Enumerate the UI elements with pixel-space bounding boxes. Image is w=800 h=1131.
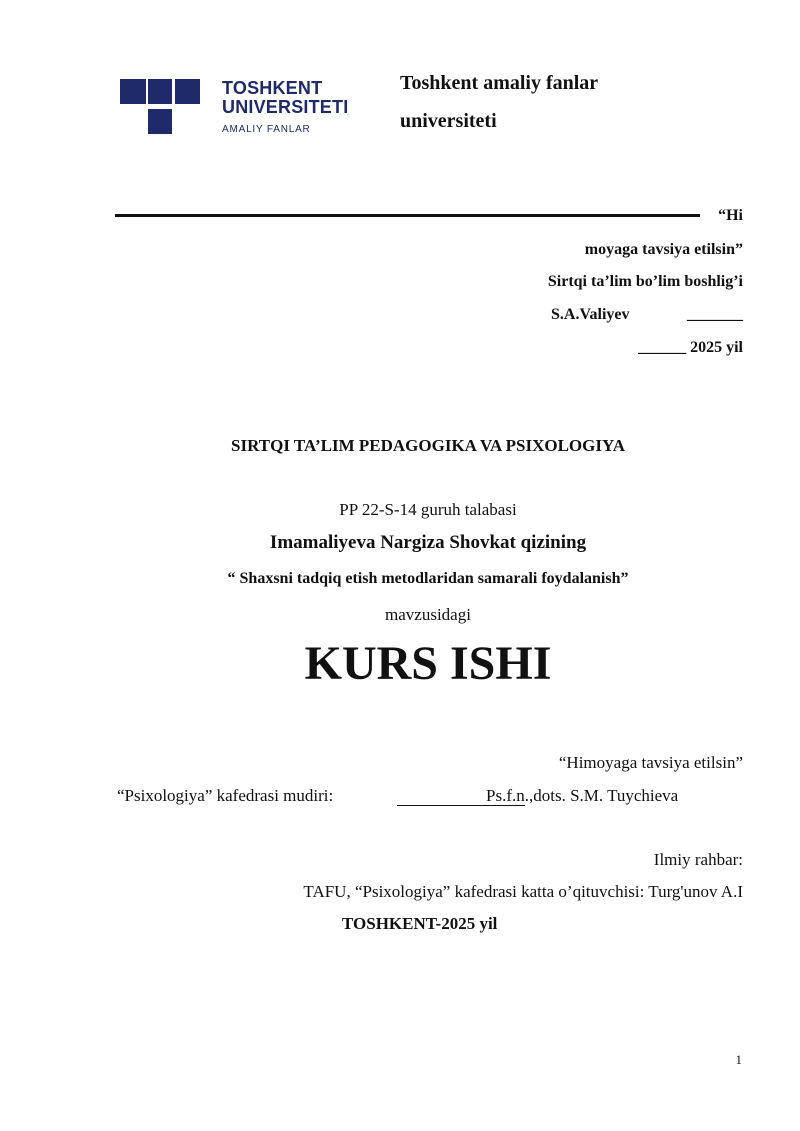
logo-subtitle: AMALIY FANLAR	[222, 124, 311, 135]
supervisor-name: TAFU, “Psixologiya” kafedrasi katta o’qituvchisi: Turg'unov A.I	[303, 882, 743, 901]
university-name-line-1: Toshkent amaliy fanlar	[400, 72, 599, 94]
topic-suffix: mavzusidagi	[385, 605, 471, 624]
defense-recommendation: “Himoyaga tavsiya etilsin”	[558, 753, 743, 772]
approver-name: S.A.Valiyev	[551, 306, 630, 323]
approval-date: ______ 2025 yil	[638, 339, 743, 356]
logo-square	[148, 79, 172, 104]
document-title: KURS ISHI	[304, 637, 552, 690]
city-year: TOSHKENT-2025 yil	[342, 914, 498, 933]
logo-wordmark	[222, 79, 348, 117]
university-logo-mark	[120, 79, 200, 135]
approval-line-1: “Hi	[718, 207, 743, 224]
student-name: Imamaliyeva Nargiza Shovkat qizining	[269, 532, 587, 553]
header-divider	[115, 214, 700, 217]
department-head-label: “Psixologiya” kafedrasi mudiri:	[117, 786, 334, 805]
logo-square	[120, 79, 146, 104]
supervisor-label: Ilmiy rahbar:	[653, 850, 743, 869]
approval-line-3: Sirtqi ta’lim bo’lim boshlig’i	[547, 273, 743, 290]
logo-line-2: UNIVERSITETI	[222, 97, 349, 117]
department-title: SIRTQI TA’LIM PEDAGOGIKA VA PSIXOLOGIYA	[231, 436, 625, 455]
page-number: 1	[735, 1052, 742, 1067]
approval-line-2: moyaga tavsiya etilsin”	[584, 241, 743, 258]
university-name-line-2: universiteti	[400, 110, 497, 132]
department-head-name: Ps.f.n.,dots. S.M. Tuychieva	[486, 786, 679, 805]
logo-square	[148, 109, 172, 134]
approver-signature-blank: _______	[687, 306, 743, 323]
student-group: PP 22-S-14 guruh talabasi	[339, 500, 517, 519]
course-work-topic: “ Shaxsni tadqiq etish metodlaridan samarali foydalanish”	[227, 570, 629, 587]
logo-line-1: TOSHKENT	[222, 78, 323, 98]
logo-square	[175, 79, 200, 104]
